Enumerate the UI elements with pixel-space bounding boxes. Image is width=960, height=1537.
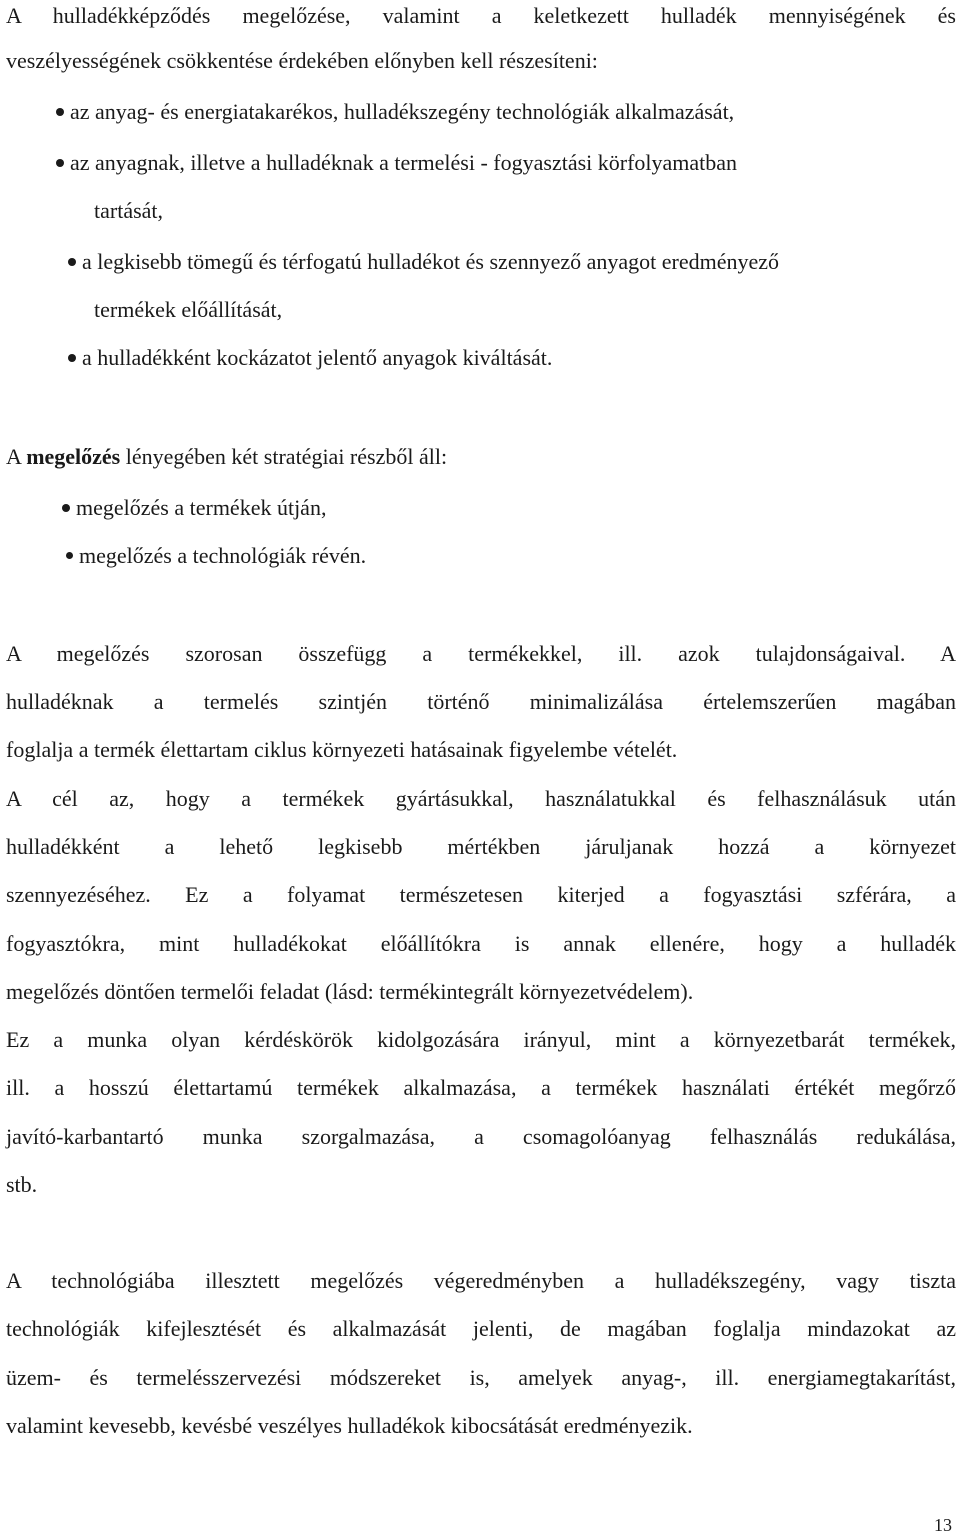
bullet-icon xyxy=(68,354,76,362)
strategy-prefix: A xyxy=(6,444,27,469)
bullet-text: a hulladékként kockázatot jelentő anyagok kiváltását. xyxy=(82,345,553,370)
paragraph-line: A cél az, hogy a termékek gyártásukkal, használatukkal és felhasználásuk után xyxy=(6,786,956,811)
bullet-item xyxy=(66,542,366,570)
bullet-icon xyxy=(62,504,70,512)
bullet-text: megelőzés a termékek útján, xyxy=(76,495,327,520)
strategy-bold-term: megelőzés xyxy=(26,444,121,469)
bullet-continuation: termékek előállítását, xyxy=(94,297,283,322)
bullet-text: az anyag- és energiatakarékos, hulladékszegény technológiák alkalmazását, xyxy=(70,99,735,124)
bullet-item xyxy=(68,344,552,372)
strategy-line xyxy=(6,443,447,471)
bullet-icon xyxy=(68,258,76,266)
bullet-text: a legkisebb tömegű és térfogatú hulladékot és szennyező anyagot eredményező xyxy=(82,249,780,274)
paragraph-line: A technológiába illesztett megelőzés végeredményben a hulladékszegény, vagy tiszta xyxy=(6,1268,956,1293)
paragraph-line: stb. xyxy=(6,1172,38,1197)
paragraph-line: szennyezéséhez. Ez a folyamat természetesen kiterjed a fogyasztási szférára, a xyxy=(6,882,956,907)
paragraph-line: megelőzés döntően termelői feladat (lásd: termékintegrált környezetvédelem). xyxy=(6,979,694,1004)
paragraph-line: üzem- és termelésszervezési módszereket is, amelyek anyag-, ill. energiamegtakarítást, xyxy=(6,1365,956,1390)
paragraph-line: fogyasztókra, mint hulladékokat előállítókra is annak ellenére, hogy a hulladék xyxy=(6,931,956,956)
bullet-icon xyxy=(56,108,64,116)
paragraph-line: hulladéknak a termelés szintjén történő minimalizálása értelemszerűen magában xyxy=(6,689,956,714)
bullet-item xyxy=(56,98,734,126)
intro-line-1: A hulladékképződés megelőzése, valamint a keletkezett hulladék mennyiségének és xyxy=(6,3,956,28)
paragraph-line: hulladékként a lehető legkisebb mértékben járuljanak hozzá a környezet xyxy=(6,834,956,859)
bullet-item xyxy=(62,494,326,522)
paragraph-line: ill. a hosszú élettartamú termékek alkalmazása, a termékek használati értékét megőrző xyxy=(6,1075,956,1100)
bullet-text: megelőzés a technológiák révén. xyxy=(79,543,367,568)
paragraph-line: technológiák kifejlesztését és alkalmazását jelenti, de magában foglalja mindazokat az xyxy=(6,1316,956,1341)
paragraph-line: foglalja a termék élettartam ciklus környezeti hatásainak figyelembe vételét. xyxy=(6,737,678,762)
paragraph-line: A megelőzés szorosan összefügg a termékekkel, ill. azok tulajdonságaival. A xyxy=(6,641,956,666)
strategy-suffix: lényegében két stratégiai részből áll: xyxy=(120,444,448,469)
paragraph-line: Ez a munka olyan kérdéskörök kidolgozására irányul, mint a környezetbarát termékek, xyxy=(6,1027,956,1052)
paragraph-line: valamint kevesebb, kevésbé veszélyes hulladékok kibocsátását eredményezik. xyxy=(6,1413,693,1438)
bullet-item xyxy=(68,248,779,276)
bullet-icon xyxy=(66,552,73,559)
bullet-text: az anyagnak, illetve a hulladéknak a termelési - fogyasztási körfolyamatban xyxy=(70,150,738,175)
page-number: 13 xyxy=(934,1515,952,1535)
bullet-icon xyxy=(56,159,64,167)
bullet-item xyxy=(56,149,737,177)
paragraph-line: javító-karbantartó munka szorgalmazása, a csomagolóanyag felhasználás redukálása, xyxy=(6,1124,956,1149)
intro-line-2: veszélyességének csökkentése érdekében előnyben kell részesíteni: xyxy=(6,48,598,73)
bullet-continuation: tartását, xyxy=(94,198,164,223)
